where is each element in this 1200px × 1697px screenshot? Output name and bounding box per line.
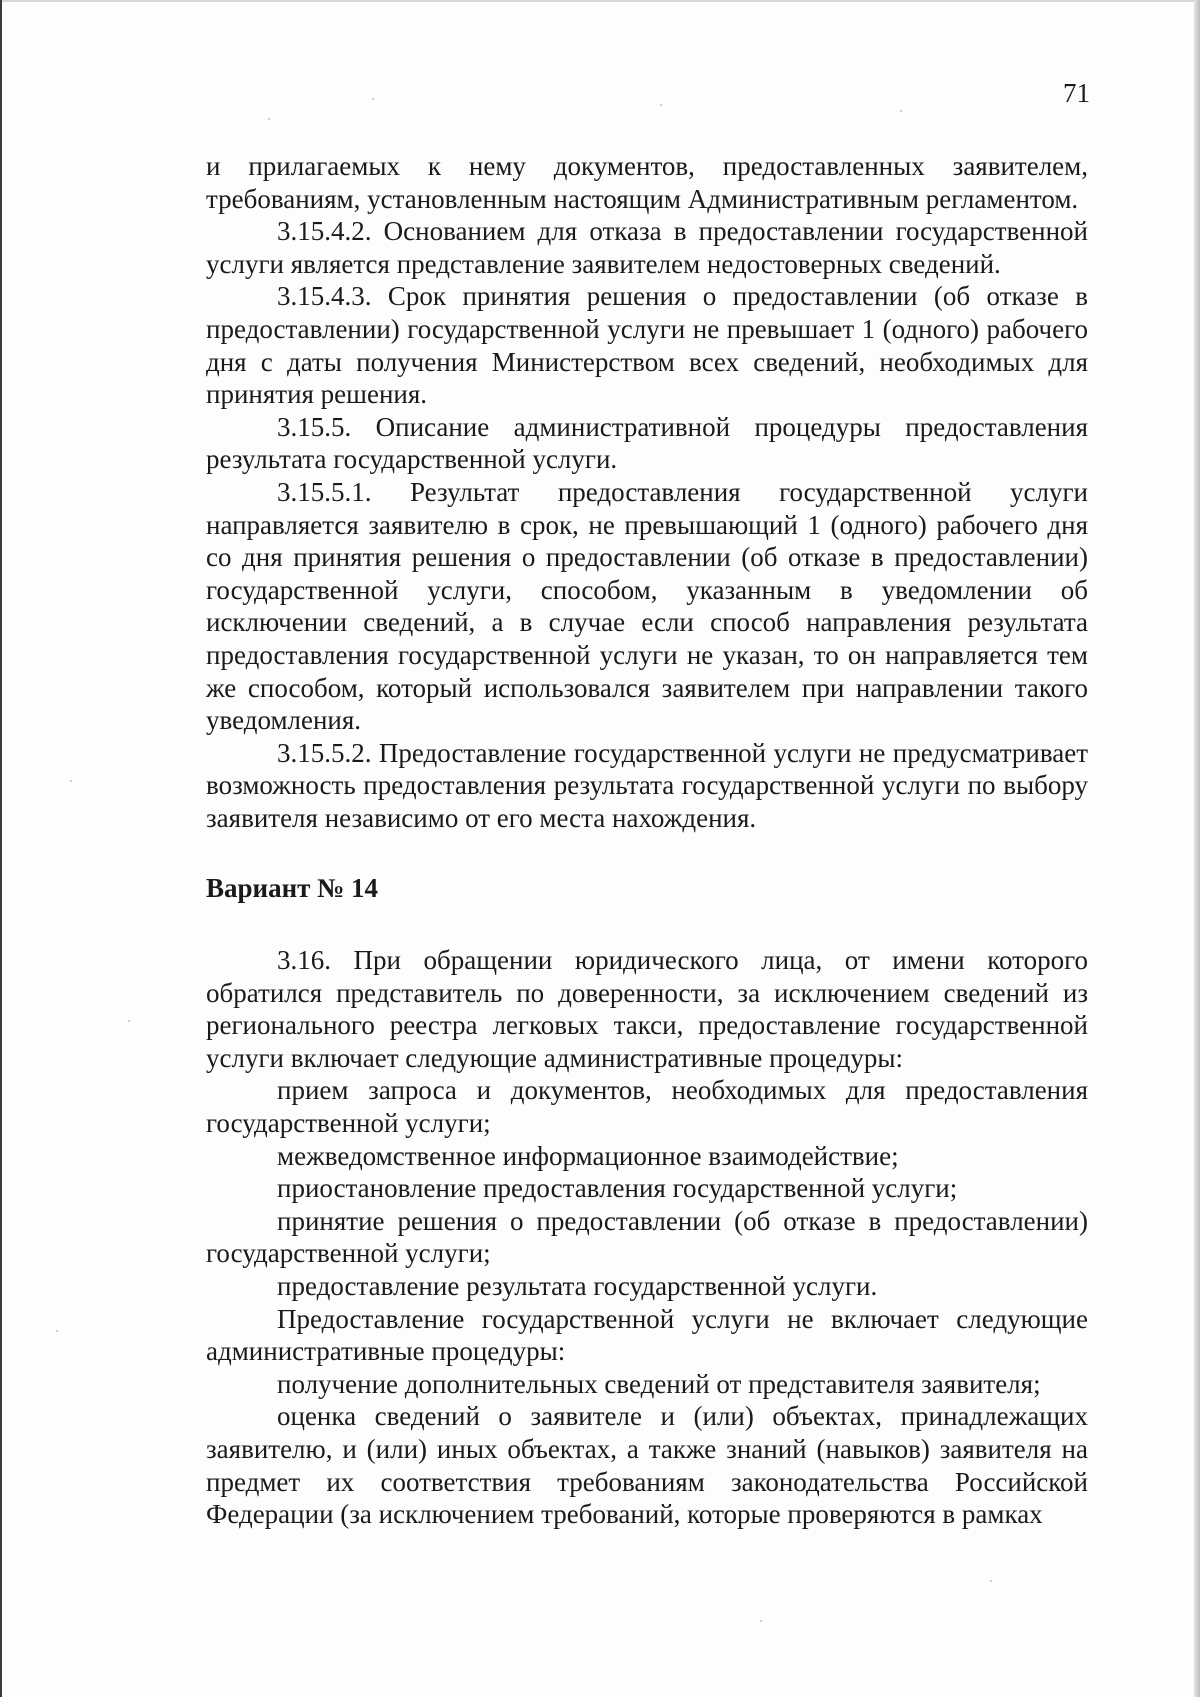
paragraph: 3.15.5. Описание административной процедуры предоставления результата государственной услуги. xyxy=(206,411,1088,475)
paragraph: 3.16. При обращении юридического лица, от имени которого обратился представитель по доверенности, за исключением сведений из регионального реестра легковых такси, предоставление государственной услуги включает следующие административные процедуры: xyxy=(206,945,1088,1073)
scan-speck xyxy=(990,1580,992,1582)
scan-speck xyxy=(70,780,72,782)
scan-speck xyxy=(660,104,662,106)
section-after-heading xyxy=(206,944,1088,1531)
scan-speck xyxy=(900,110,902,112)
scan-speck xyxy=(56,1330,58,1332)
section-heading: Вариант № 14 xyxy=(206,873,379,904)
paragraph: 3.15.5.1. Результат предоставления государственной услуги направляется заявителю в срок, не превышающий 1 (одного) рабочего дня со дня принятия решения о предоставлении (об отказе в предоставлении) государственной услуги, способом, указанным в уведомлении об исключении сведений, а в случае если способ направления результата предоставления государственной услуги не указан, то он направляется тем же способом, который использовался заявителем при направлении такого уведомления. xyxy=(206,476,1088,736)
paragraph: принятие решения о предоставлении (об отказе в предоставлении) государственной услуги; xyxy=(206,1205,1088,1269)
page-edge-shadow xyxy=(1194,0,1200,1697)
paragraph: оценка сведений о заявителе и (или) объектах, принадлежащих заявителю, и (или) иных объектах, а также знаний (навыков) заявителя на предмет их соответствия требованиям законодательства Российской Федерации (за исключением требований, которые проверяются в рамках xyxy=(206,1401,1088,1530)
paragraph: 3.15.4.2. Основанием для отказа в предоставлении государственной услуги является представление заявителем недостоверных сведений. xyxy=(206,216,1088,279)
scan-speck xyxy=(268,118,270,120)
scan-speck xyxy=(760,1620,762,1622)
paragraph: 3.15.5.2. Предоставление государственной услуги не предусматривает возможность предоставления результата государственной услуги по выбору заявителя независимо от его места нахождения. xyxy=(206,737,1088,833)
scan-speck xyxy=(372,98,374,100)
paragraph: получение дополнительных сведений от представителя заявителя; xyxy=(277,1368,1041,1399)
paragraph: 3.15.4.3. Срок принятия решения о предоставлении (об отказе в предоставлении) государственной услуги не превышает 1 (одного) рабочего дня с даты получения Министерством всех сведений, необходимых для принятия решения. xyxy=(206,281,1088,410)
paragraph: приостановление предоставления государственной услуги; xyxy=(277,1173,958,1204)
paragraph: прием запроса и документов, необходимых для предоставления государственной услуги; xyxy=(206,1075,1088,1139)
paragraph: Предоставление государственной услуги не включает следующие административные процедуры: xyxy=(206,1303,1088,1367)
paragraph: и прилагаемых к нему документов, предоставленных заявителем, требованиям, установленным настоящим Административным регламентом. xyxy=(206,151,1088,214)
section-before-heading xyxy=(206,150,1088,834)
paragraph: предоставление результата государственной услуги. xyxy=(277,1271,878,1301)
scan-speck xyxy=(128,1020,130,1022)
document-body xyxy=(206,150,1088,1531)
page-number: 71 xyxy=(1063,78,1090,108)
paragraph: межведомственное информационное взаимодействие; xyxy=(277,1140,899,1171)
